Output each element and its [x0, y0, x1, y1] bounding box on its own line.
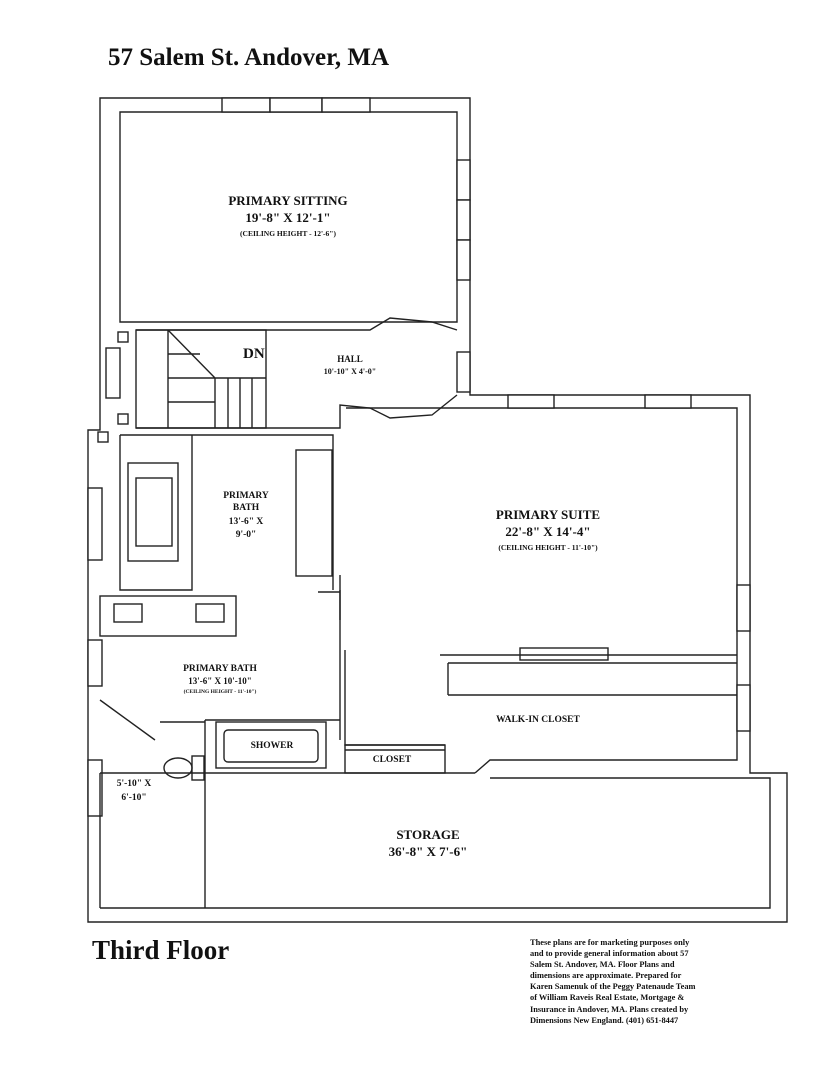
window: [222, 98, 270, 112]
sitting-name: PRIMARY SITTING: [228, 193, 348, 208]
bath-wall: [120, 435, 445, 750]
hall-dims: 10'-10" X 4'-0": [323, 367, 377, 376]
suite-name: PRIMARY SUITE: [495, 507, 601, 522]
door-swing: [318, 575, 340, 620]
bath-upper-4: 9'-0": [235, 530, 257, 540]
bath-upper-3: 13'-6" X: [228, 517, 264, 527]
disclaimer-line: These plans are for marketing purposes only: [530, 938, 690, 947]
window: [88, 640, 102, 686]
window: [457, 352, 470, 392]
hall-wall-lower: [136, 395, 457, 428]
disclaimer-line: and to provide general information about 57: [530, 949, 689, 959]
wc-line1: 5'-10" X: [116, 779, 152, 789]
shower-label: SHOWER: [250, 741, 294, 751]
window: [457, 160, 470, 200]
stair-lines: [168, 330, 266, 428]
window: [457, 200, 470, 240]
stair-dn: DN: [243, 346, 265, 362]
bath-lower-ceiling: (CEILING HEIGHT - 11'-10"): [183, 689, 257, 695]
window: [737, 585, 750, 631]
closet-label: CLOSET: [372, 755, 412, 765]
vanity: [100, 596, 236, 636]
storage-dims: 36'-8" X 7'-6": [388, 844, 468, 859]
bath-lower-name: PRIMARY BATH: [183, 664, 257, 674]
bath-lower-dims: 13'-6" X 10'-10": [188, 676, 252, 686]
hall-name: HALL: [337, 354, 363, 364]
walk-in-closet-label: WALK-IN CLOSET: [496, 715, 580, 725]
storage-name: STORAGE: [396, 827, 460, 842]
closet-shelf: [440, 655, 737, 695]
wc-line2: 6'-10": [121, 793, 147, 803]
window: [737, 685, 750, 731]
window: [508, 395, 554, 408]
cabinet: [296, 450, 332, 576]
stair-block: [136, 330, 266, 428]
disclaimer-line: Dimensions New England. (401) 651-8447: [530, 1015, 679, 1025]
bath-upper-wall: [120, 435, 192, 590]
window: [106, 348, 120, 398]
disclaimer: [530, 937, 735, 1026]
toilet: [164, 758, 192, 778]
sitting-ceiling: (CEILING HEIGHT - 12'-6"): [240, 229, 336, 238]
window: [457, 240, 470, 280]
hall-wall: [136, 318, 457, 330]
window: [322, 98, 370, 112]
disclaimer-line: Insurance in Andover, MA. Plans created by: [530, 1004, 689, 1014]
sitting-outer-wall: [88, 98, 787, 922]
disclaimer-line: Karen Samenuk of the Peggy Patenaude Team: [530, 982, 696, 992]
suite-ceiling: (CEILING HEIGHT - 11'-10"): [498, 543, 598, 552]
floor-title: Third Floor: [92, 935, 230, 965]
window: [645, 395, 691, 408]
bath-upper-1: PRIMARY: [223, 491, 269, 501]
page-title: 57 Salem St. Andover, MA: [108, 44, 390, 71]
sitting-dims: 19'-8" X 12'-1": [245, 210, 331, 225]
disclaimer-line: dimensions are approximate. Prepared for: [530, 971, 682, 981]
bath-upper-2: BATH: [232, 503, 260, 513]
window: [270, 98, 322, 112]
suite-dims: 22'-8" X 14'-4": [505, 524, 591, 539]
window: [88, 488, 102, 560]
disclaimer-line: of William Raveis Real Estate, Mortgage &: [530, 993, 685, 1003]
disclaimer-line: Salem St. Andover, MA. Floor Plans and: [530, 960, 675, 970]
